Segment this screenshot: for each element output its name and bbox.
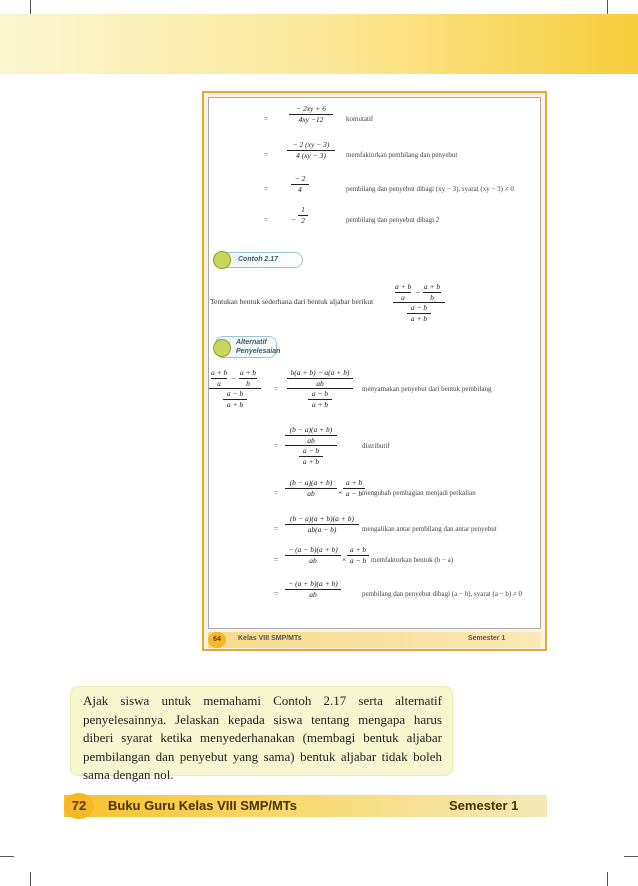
minus-sign: − [415, 288, 421, 297]
times-sign: × [342, 555, 347, 564]
crop-mark [0, 856, 14, 857]
numerator: a + b [349, 545, 367, 554]
step-note: mengubah pembagian menjadi perkalian [362, 489, 476, 497]
denominator: 2 [301, 216, 305, 225]
numerator: (b − a)(a + b) [289, 478, 333, 487]
numerator: b(a + b) − a(a + b) [290, 368, 350, 377]
fraction [287, 368, 353, 389]
denominator: a + b [226, 400, 244, 409]
numerator: − 2xy + 6 [296, 104, 326, 113]
footer-semester: Semester 1 [449, 798, 519, 813]
fraction [289, 104, 333, 125]
numerator: a − b [410, 303, 428, 312]
crop-mark [30, 872, 31, 886]
solution-icon [213, 339, 231, 357]
denominator: b [430, 293, 434, 302]
fraction [299, 446, 323, 467]
fraction [211, 368, 227, 389]
solution-lhs [211, 368, 269, 414]
denominator: ab [316, 379, 324, 388]
denominator: a [217, 379, 221, 388]
fraction [423, 282, 441, 303]
numerator: − (a + b)(a + b) [288, 579, 338, 588]
numerator: − (a − b)(a + b) [288, 545, 338, 554]
times-sign: × [338, 488, 343, 497]
inner-page [202, 91, 547, 651]
page-number: 72 [64, 793, 94, 819]
denominator: ab [307, 489, 315, 498]
denominator: a [401, 293, 405, 302]
step-note: menyamakan penyebut dari bentuk pembilang [362, 385, 492, 393]
numerator: a + b [239, 368, 257, 377]
denominator: 4xy −12 [298, 115, 324, 124]
equals-sign: = [274, 488, 279, 497]
solution-label [236, 338, 280, 356]
inner-footer-title: Kelas VIII SMP/MTs [238, 635, 302, 642]
step-note: pembilang dan penyebut dibagi 2 [346, 216, 440, 224]
fraction [239, 368, 257, 389]
numerator: a − b [226, 389, 244, 398]
inner-page-number: 64 [208, 632, 226, 648]
denominator: ab [309, 590, 317, 599]
numerator: a + b [395, 282, 412, 291]
fraction [347, 545, 369, 566]
teacher-note [70, 686, 453, 782]
numerator: − 2 (xy − 3) [292, 140, 330, 149]
step-note: pembilang dan penyebut dibagi (a − b), syarat (a − b) ≠ 0 [362, 590, 523, 598]
fraction [285, 514, 359, 535]
equals-sign: = [264, 114, 269, 123]
inner-footer-semester: Semester 1 [468, 635, 506, 642]
crop-mark [607, 872, 608, 886]
denominator: a + b [302, 457, 320, 466]
equals-sign: = [274, 589, 279, 598]
numerator: − 2 [294, 174, 306, 183]
numerator: a + b [423, 282, 441, 291]
solution-label-line2: Penyelesaian [236, 348, 281, 355]
step-note: distributif [362, 442, 390, 450]
denominator: 4 (xy − 3) [296, 151, 326, 160]
fraction [285, 579, 341, 600]
numerator: a + b [345, 478, 363, 487]
denominator: a − b [345, 489, 363, 498]
example-icon [213, 251, 231, 269]
step-note: memfaktorkan bentuk (b − a) [371, 556, 454, 564]
equals-sign: = [264, 215, 269, 224]
fraction [223, 389, 247, 410]
fraction [287, 140, 335, 161]
equals-sign: = [274, 384, 279, 393]
denominator: b [246, 379, 250, 388]
equals-sign: = [274, 524, 279, 533]
fraction [291, 174, 309, 195]
teacher-note-text: Ajak siswa untuk memahami Contoh 2.17 serta alternatif penyelesainnya. Jelaskan kepada siswa tentang mengapa harus diberi syarat ketika menyederhanakan (membagi bentuk aljabar pembilangan dan penyebut yang sama) bentuk aljabar tidak boleh sama dengan nol. [83, 693, 442, 782]
equals-sign: = [264, 184, 269, 193]
fraction [285, 478, 337, 499]
denominator: ab [309, 556, 317, 565]
crop-mark [624, 856, 638, 857]
fraction [395, 282, 411, 303]
minus-sign: − [291, 215, 297, 224]
denominator: ab(a − b) [307, 525, 337, 534]
step-note: memfaktorkan pembilang dan penyebut [346, 151, 458, 159]
crop-mark [30, 0, 31, 14]
fraction [308, 389, 332, 410]
denominator: a − b [349, 556, 367, 565]
fraction [407, 303, 431, 324]
numerator: a − b [311, 389, 329, 398]
numerator: 1 [301, 205, 305, 214]
equals-sign: = [274, 555, 279, 564]
step-note: pembilang dan penyebut dibagi (xy − 3), syarat (xy − 3) ≠ 0 [346, 185, 514, 193]
inner-content-box [208, 97, 541, 629]
problem-expression [395, 282, 455, 328]
denominator: ab [307, 436, 315, 445]
step-note: mengalikan antar pembilang dan antar penyebut [362, 525, 497, 533]
example-label: Contoh 2.17 [238, 256, 279, 263]
solution-label-line1: Alternatif [236, 339, 267, 346]
footer-title: Buku Guru Kelas VIII SMP/MTs [108, 798, 298, 813]
equals-sign: = [274, 441, 279, 450]
numerator: a + b [211, 368, 228, 377]
denominator: 4 [298, 185, 302, 194]
numerator: (b − a)(a + b)(a + b) [290, 514, 354, 523]
fraction [285, 425, 337, 446]
step-expression [285, 425, 341, 471]
numerator: (b − a)(a + b) [289, 425, 333, 434]
crop-mark [607, 0, 608, 14]
step-note: komutatif [346, 115, 374, 123]
equals-sign: = [264, 150, 269, 159]
fraction [298, 205, 308, 226]
step-expression [287, 368, 357, 414]
denominator: a + b [311, 400, 329, 409]
problem-text: Tentukan bentuk sederhana dari bentuk aljabar berikut [210, 297, 374, 306]
minus-sign: − [231, 374, 237, 383]
fraction [285, 545, 341, 566]
numerator: a − b [302, 446, 320, 455]
header-band [0, 14, 638, 74]
denominator: a + b [410, 314, 428, 323]
inner-footer [208, 632, 541, 648]
